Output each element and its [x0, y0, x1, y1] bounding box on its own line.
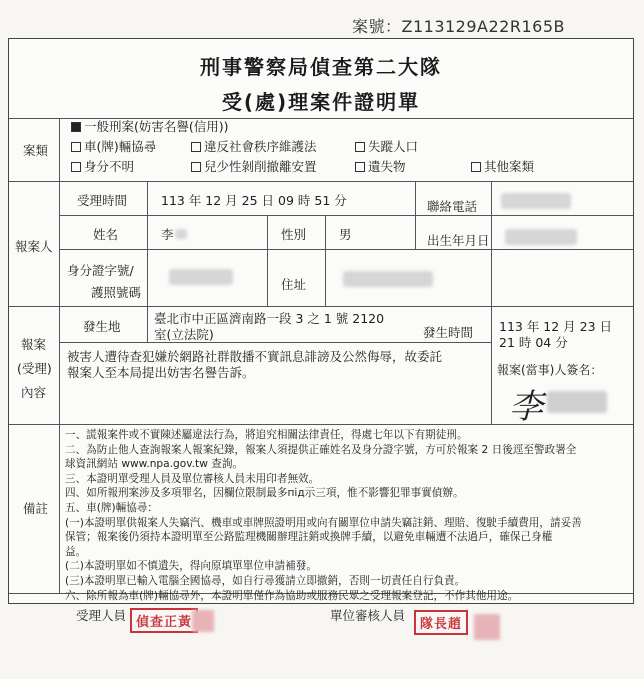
remark-line: 一、謊報案件或不實陳述屬違法行為，將追究相關法律責任，得處七年以下有期徒刑。 — [65, 429, 468, 441]
divider — [59, 342, 491, 343]
occurrence-time-label: 發生時間 — [423, 325, 474, 340]
divider — [59, 249, 633, 250]
occurrence-time-line2: 21 時 04 分 — [499, 335, 568, 350]
divider — [491, 181, 492, 424]
remark-line: 二、為防止他人查詢報案人報案紀錄，報案人須提供正確姓名及身分證字號，方可於報案 2 日後逕至警政署全 — [65, 443, 577, 456]
certificate-form — [8, 38, 634, 604]
redacted-reviewer-seal — [474, 614, 500, 640]
option-label: 違反社會秩序維護法 — [204, 139, 317, 154]
checkbox-icon — [191, 162, 201, 172]
divider — [9, 181, 633, 182]
option-label: 其他案類 — [484, 159, 535, 174]
remark-line: (三)本證明單已輸入電腦全國協尋，如自行尋獲請立即撤銷，否則一切責任自行負責。 — [65, 575, 466, 587]
report-section-label-1: 報案 — [21, 337, 47, 352]
id-label-line1: 身分證字號/ — [67, 263, 134, 278]
checkbox-missing-person[interactable] — [355, 137, 418, 155]
remark-line: 三、本證明單受理人員及單位審核人員未用印者無效。 — [65, 472, 320, 485]
checkbox-icon — [355, 162, 365, 172]
report-content-line2: 報案人至本局提出妨害名譽告訴。 — [67, 365, 255, 380]
address-label: 住址 — [281, 277, 307, 292]
redacted-signature — [547, 391, 607, 413]
case-number: 案號：Z113129A22R165B — [352, 17, 565, 36]
divider — [59, 118, 60, 593]
remark-line: 保管；報案後仍須持本證明單至公路監理機關辦理註銷或換牌手續，以避免車輛遭不法過戶，確保己身權 — [65, 531, 553, 544]
checkbox-lost-property[interactable] — [355, 157, 406, 175]
birth-label: 出生年月日 — [427, 233, 490, 248]
remarks-label: 備註 — [23, 501, 49, 516]
gender-label: 性別 — [281, 227, 307, 242]
divider — [415, 181, 416, 249]
reviewer-label: 單位審核人員 — [330, 608, 406, 623]
checkbox-icon — [191, 142, 201, 152]
signature-label: 報案(當事)人簽名： — [497, 363, 603, 377]
checkbox-child-exploitation[interactable] — [191, 157, 317, 175]
remark-line: 益。 — [65, 545, 87, 558]
divider — [267, 215, 268, 306]
occurrence-time-line1: 113 年 12 月 23 日 — [499, 319, 613, 334]
phone-label: 聯絡電話 — [427, 199, 478, 214]
redacted-birthdate — [505, 229, 577, 245]
checkbox-checked-icon — [71, 122, 81, 132]
checkbox-general-criminal[interactable] — [71, 117, 229, 135]
redacted-address — [343, 271, 433, 287]
reviewer-stamp: 隊長趙 — [414, 610, 468, 635]
option-label: 身分不明 — [84, 159, 135, 174]
option-label: 遺失物 — [368, 159, 406, 174]
form-title-agency: 刑事警察局偵查第二大隊 — [200, 55, 442, 79]
location-line1: 臺北市中正區濟南路一段 3 之 1 號 2120 — [154, 311, 385, 326]
divider — [9, 306, 633, 307]
accept-time-label: 受理時間 — [77, 193, 128, 208]
checkbox-icon — [71, 142, 81, 152]
checkbox-vehicle-search[interactable] — [71, 137, 156, 155]
id-label-line2: 護照號碼 — [91, 285, 142, 300]
name-value: 李 — [161, 227, 174, 242]
receiver-stamp: 偵查正黃 — [130, 608, 198, 633]
accept-time-value: 113 年 12 月 25 日 09 時 51 分 — [161, 193, 347, 208]
redacted-receiver-seal — [192, 610, 214, 632]
remark-line: 四、如所報刑案涉及多項罪名，因欄位限制最多під示三項，惟不影響犯罪事實偵辦。 — [65, 487, 464, 500]
redacted-name — [175, 229, 187, 239]
divider — [325, 215, 326, 306]
location-label: 發生地 — [83, 319, 121, 334]
report-section-label-3: 內容 — [21, 385, 47, 400]
checkbox-social-order[interactable] — [191, 137, 317, 155]
checkbox-other-type[interactable] — [471, 157, 534, 175]
remark-line: (一)本證明單供報案人失竊汽、機車或車牌照證明用或向有關單位申請失竊註銷、理賠、復駛手續費用，請妥善 — [65, 516, 582, 529]
redacted-phone — [501, 193, 571, 209]
case-type-label: 案類 — [23, 143, 49, 158]
option-label: 兒少性剝削撤離安置 — [204, 159, 317, 174]
redacted-id-number — [169, 269, 233, 285]
checkbox-icon — [355, 142, 365, 152]
reporter-section-label: 報案人 — [15, 239, 53, 254]
form-title-document: 受(處)理案件證明單 — [221, 90, 421, 114]
report-section-label-2: (受理) — [17, 361, 52, 376]
checkbox-icon — [471, 162, 481, 172]
checkbox-unknown-identity[interactable] — [71, 157, 134, 175]
remark-line: 球資訊網站 www.npa.gov.tw 查詢。 — [65, 458, 244, 471]
gender-value: 男 — [339, 227, 352, 242]
receiver-label: 受理人員 — [76, 608, 127, 623]
report-content-line1: 被害人遭待查犯嫌於網路社群散播不實訊息誹謗及公然侮辱，故委託 — [67, 349, 443, 364]
case-type-checked-label: 一般刑案(妨害名譽(信用)) — [84, 119, 229, 134]
signature: 李 — [509, 387, 543, 427]
remark-line: (二)本證明單如不慎遺失，得向原填單單位申請補發。 — [65, 560, 317, 573]
remark-line: 五、車(牌)輛協尋： — [65, 502, 159, 514]
remark-line: 六、除所報為車(牌)輛協尋外，本證明單僅作為協助或服務民眾之受理報案登記，不作其他用途。 — [65, 589, 519, 602]
divider — [59, 215, 633, 216]
divider — [147, 181, 148, 342]
name-label: 姓名 — [93, 227, 119, 242]
option-label: 失蹤人口 — [368, 139, 419, 154]
location-line2: 室(立法院) — [154, 327, 214, 342]
checkbox-icon — [71, 162, 81, 172]
option-label: 車(牌)輛協尋 — [84, 139, 157, 154]
